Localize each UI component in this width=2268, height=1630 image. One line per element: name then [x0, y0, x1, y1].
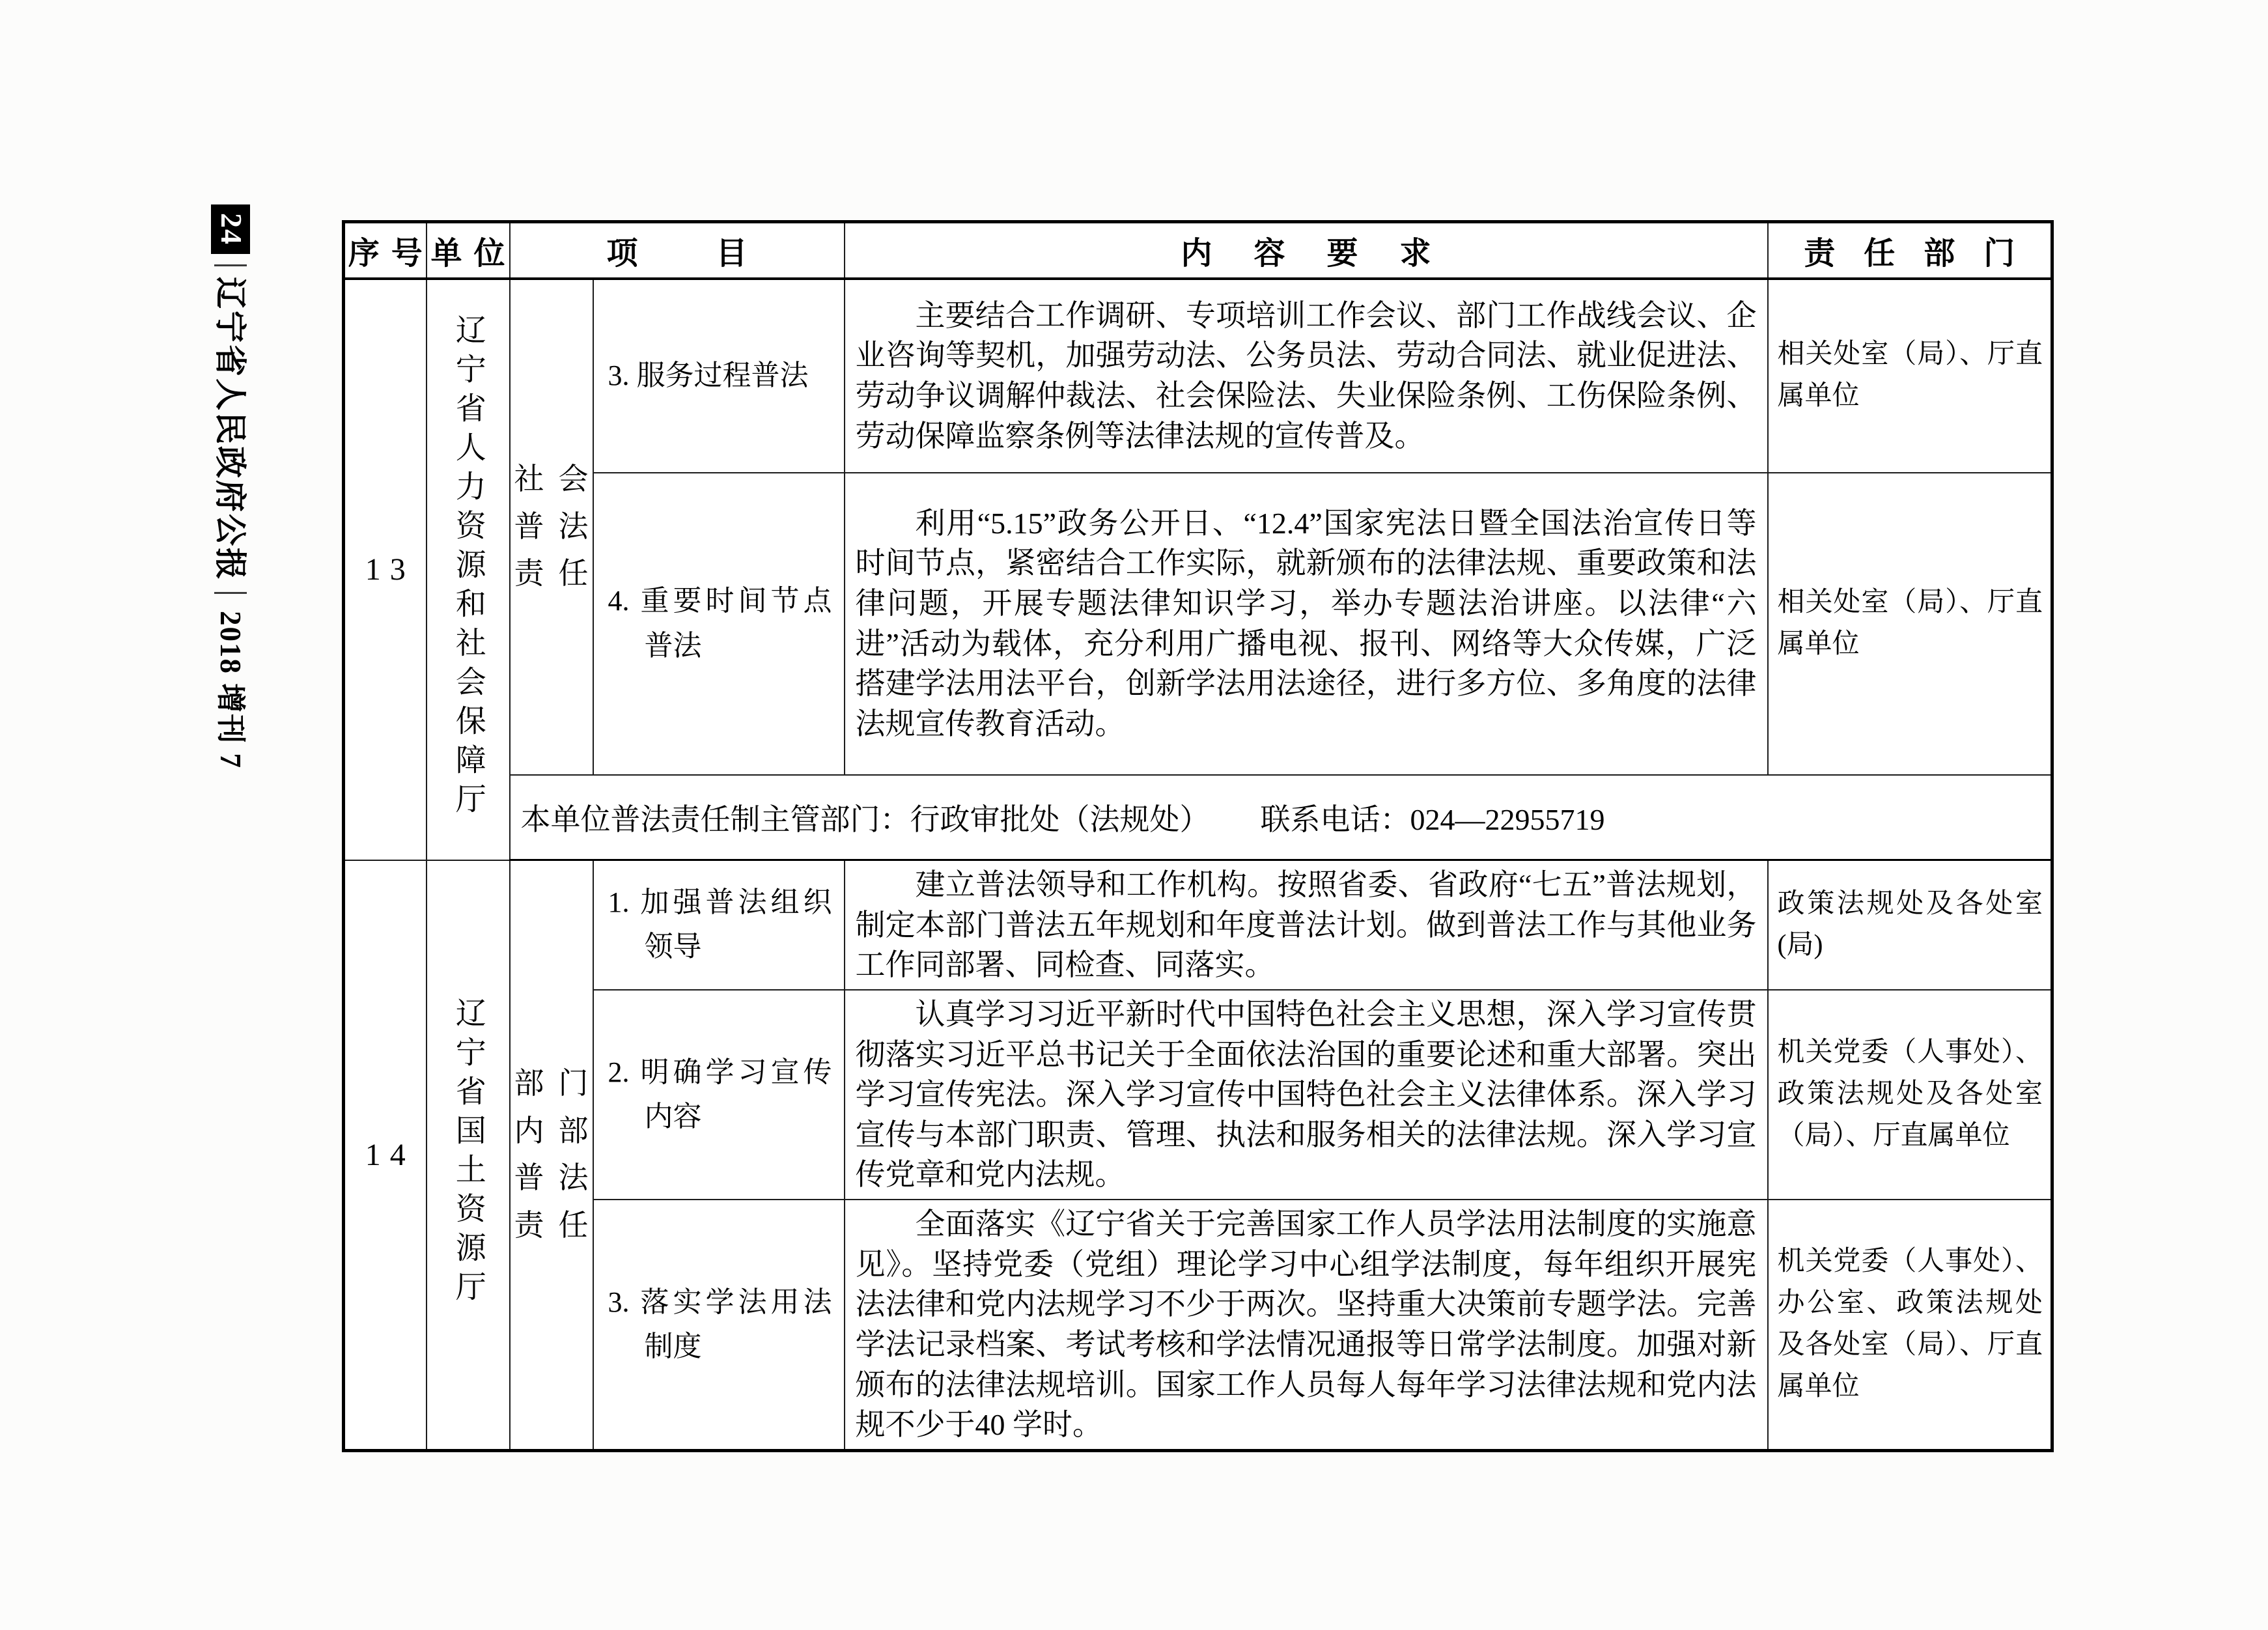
table-row: [344, 860, 2052, 990]
row13-item4-department: 相关处室（局）、厅直属单位: [1777, 587, 2043, 659]
row13-item4-label-cell: [593, 473, 845, 775]
row14-item2-department: 机关党委（人事处）、政策法规处及各处室（局）、厅直属单位: [1777, 1037, 2043, 1151]
row14-item2-label: 2. 明确学习宣传内容: [608, 1056, 832, 1132]
table-header-row: [344, 222, 2052, 279]
row14-item2-department-cell: [1768, 990, 2052, 1200]
row13-contact-cell: [510, 775, 2052, 860]
row13-item3-department: 相关处室（局）、厅直属单位: [1777, 339, 2043, 411]
header-content: [845, 222, 1768, 279]
contact-supervisor: 本单位普法责任制主管部门：行政审批处（法规处）: [520, 802, 1210, 836]
header-department: [1768, 222, 2052, 279]
row13-item3-content-cell: [845, 279, 1768, 473]
row14-item3-content: 全面落实《辽宁省关于完善国家工作人员学法用法制度的实施意见》。坚持党委（党组）理论学习中心组学法制度，每年组织开展宪法法律和党内法规学习不少于两次。坚持重大决策前专题学法。完善学法记录档案、考试考核和学法情况通报等日常学法制度。加强对新颁布的法律法规培训。国家工作人员每人每年学习法律法规和党内法规不少于40 学时。: [855, 1207, 1757, 1442]
table-row: [344, 279, 2052, 473]
row13-index-cell: [344, 279, 427, 860]
row14-index-cell: [344, 860, 427, 1451]
spine-issue: 2018 增刊 7: [214, 611, 247, 770]
row14-item1-content-cell: [845, 860, 1768, 990]
row13-item4-content-cell: [845, 473, 1768, 775]
row14-item1-label-cell: [593, 860, 845, 990]
row13-category: 社会普法责任: [514, 462, 589, 591]
row13-item4-content: 利用“5.15”政务公开日、“12.4”国家宪法日暨全国法治宣传日等时间节点，紧密结合工作实际，就新颁布的法律法规、重要政策和法律问题，开展专题法律知识学习，举办专题法治讲座。以法律“六进”活动为载体，充分利用广播电视、报刊、网络等大众传媒，广泛搭建学法用法平台，创新学法用法途径，进行多方位、多角度的法律法规宣传教育活动。: [855, 506, 1757, 740]
row14-item3-department: 机关党委（人事处）、办公室、政策法规处及各处室（局）、厅直属单位: [1777, 1246, 2043, 1401]
row14-unit: 辽宁省国土资源厅: [451, 996, 485, 1310]
row14-item2-label-cell: [593, 990, 845, 1200]
header-unit: [427, 222, 517, 279]
row14-unit-cell: [427, 860, 510, 1451]
row14-item3-label-cell: [593, 1200, 845, 1450]
row14-item1-content: 建立普法领导和工作机构。按照省委、省政府“七五”普法规划，制定本部门普法五年规划和年度普法计划。做到普法工作与其他业务工作同部署、同检查、同落实。: [855, 868, 1757, 982]
row14-item1-label: 1. 加强普法组织领导: [608, 886, 832, 963]
row13-unit-cell: [427, 279, 510, 860]
row13-contact: [511, 796, 2051, 839]
row14-category-cell: [510, 860, 593, 1451]
header-project-label: 项目: [606, 236, 826, 271]
row14-item2-content-cell: [845, 990, 1768, 1200]
table-row: [344, 473, 2052, 775]
spine-page-number: 24: [211, 204, 250, 254]
row14-index: 14: [365, 1137, 415, 1172]
row13-category-cell: [510, 279, 593, 775]
row13-item3-content: 主要结合工作调研、专项培训工作会议、部门工作战线会议、企业咨询等契机，加强劳动法、公务员法、劳动合同法、就业促进法、劳动争议调解仲裁法、社会保险法、失业保险条例、工伤保险条例、劳动保障监察条例等法律法规的宣传普及。: [855, 298, 1757, 453]
row14-item3-content-cell: [845, 1200, 1768, 1450]
header-index-label: 序号: [348, 236, 434, 271]
spine-separator: [214, 592, 247, 594]
row13-item4-department-cell: [1768, 473, 2052, 775]
row13-item3-label-cell: [593, 279, 845, 473]
spine-separator: [214, 264, 247, 266]
row14-item3-label: 3. 落实学法用法制度: [608, 1286, 832, 1362]
row13-index: 13: [365, 552, 415, 587]
row14-item1-department-cell: [1768, 860, 2052, 990]
spine: [212, 204, 249, 778]
row13-item3-department-cell: [1768, 279, 2052, 473]
row14-item1-department: 政策法规处及各处室(局): [1777, 888, 2043, 961]
contact-phone: 联系电话：024—22955719: [1260, 802, 1605, 836]
row13-unit: 辽宁省人力资源和社会保障厅: [451, 314, 485, 822]
row14-item3-department-cell: [1768, 1200, 2052, 1450]
row13-item4-label: 4. 重要时间节点普法: [608, 585, 832, 662]
row14-item2-content: 认真学习习近平新时代中国特色社会主义思想，深入学习宣传贯彻落实习近平总书记关于全面依法治国的重要论述和重大部署。突出学习宣传宪法。深入学习宣传中国特色社会主义法律体系。深入学习宣传与本部门职责、管理、执法和服务相关的法律法规。深入学习宣传党章和党内法规。: [855, 997, 1757, 1192]
header-project: [510, 222, 845, 279]
header-index: [344, 222, 434, 279]
row14-category: 部门内部普法责任: [514, 1067, 589, 1243]
responsibilities-table: [342, 220, 2054, 1452]
header-content-label: 内容要求: [1181, 236, 1473, 271]
table-row: [344, 990, 2052, 1200]
table-row: [344, 775, 2052, 860]
row13-item3-label: 3. 服务过程普法: [608, 359, 809, 391]
header-unit-label: 单位: [430, 236, 517, 271]
spine-publication-title: 辽宁省人民政府公报: [212, 277, 249, 582]
header-department-label: 责任部门: [1804, 236, 2044, 271]
table-row: [344, 1200, 2052, 1450]
